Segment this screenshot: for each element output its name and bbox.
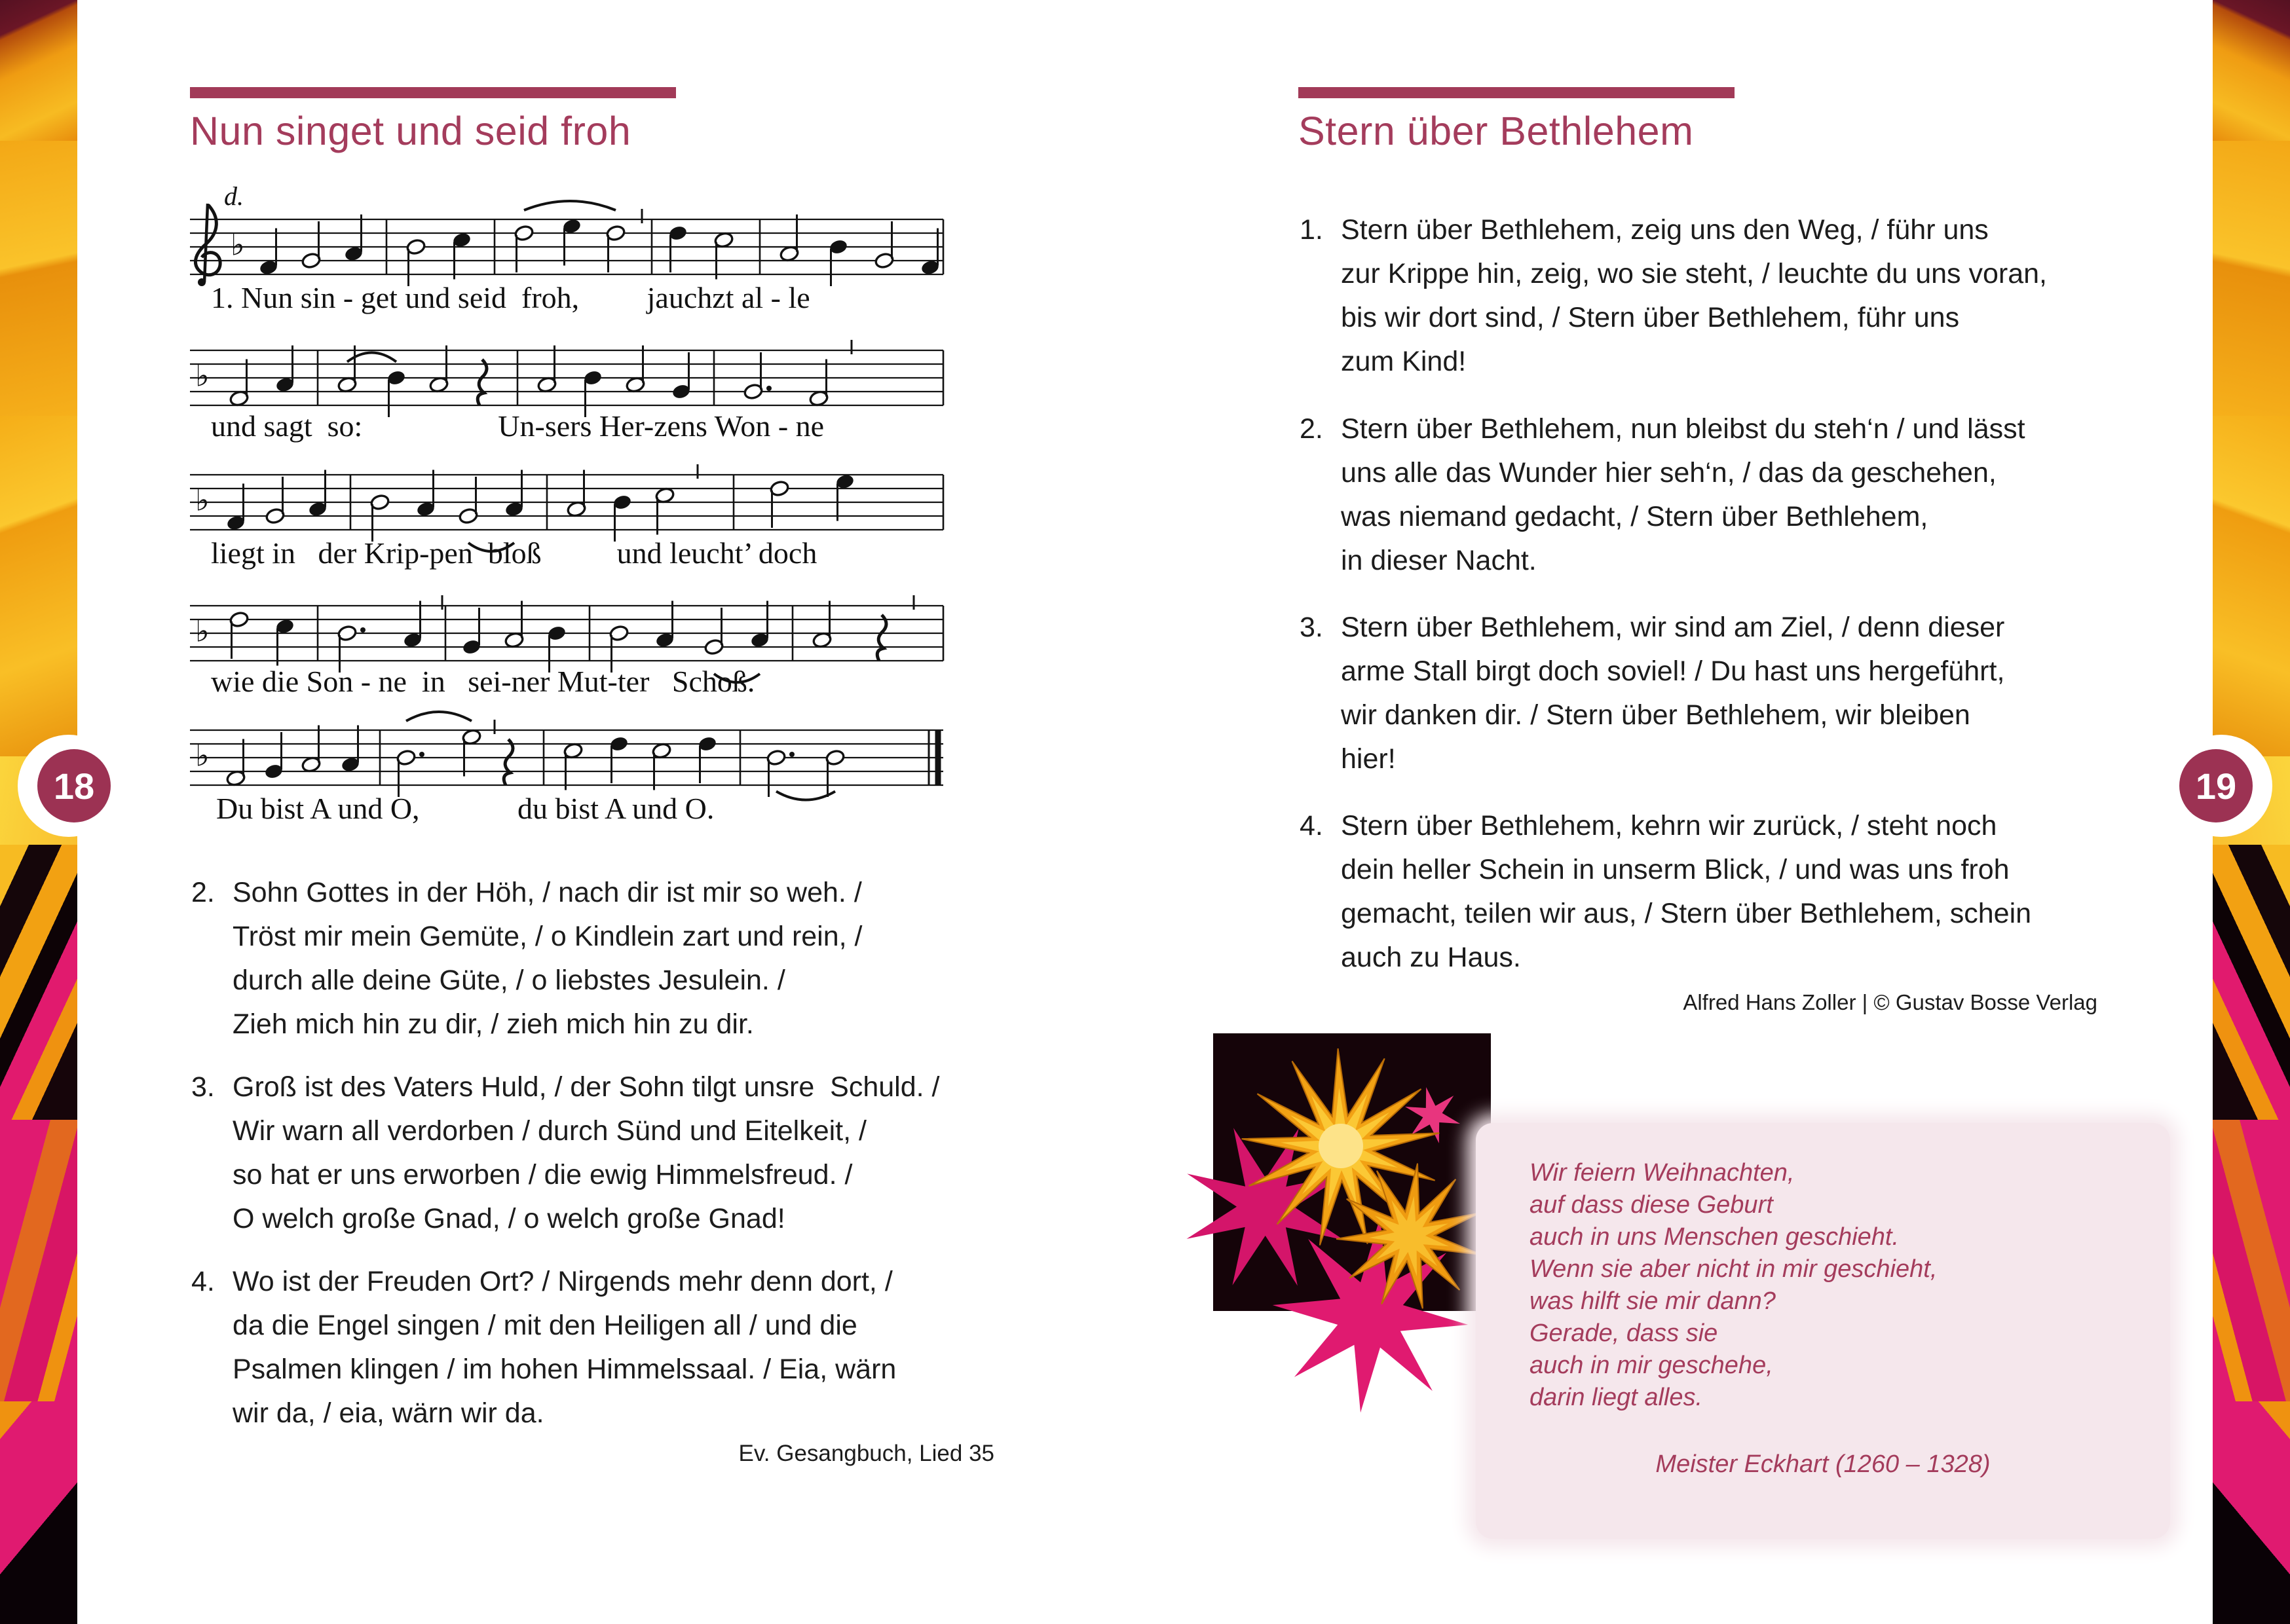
verse-number: 3. <box>1300 612 1323 643</box>
verse-line: Stern über Bethlehem, kehrn wir zurück, / steht noch <box>1341 810 1997 841</box>
verse-line: auch zu Haus. <box>1341 942 1521 973</box>
verse-left-4 <box>191 1260 896 1435</box>
verse-line: uns alle das Wunder hier seh‘n, / das da geschehen, <box>1341 457 1997 489</box>
verse-line: zur Krippe hin, zeig, wo sie steht, / leuchte du uns voran, <box>1341 258 2047 289</box>
title-rule-left <box>190 87 676 98</box>
song-source: Ev. Gesangbuch, Lied 35 <box>738 1441 994 1466</box>
verse-number: 2. <box>1300 413 1323 445</box>
music-lyric-line-2: und sagt so: Un-sers Her-zens Won - ne <box>211 409 825 443</box>
music-lyric-line-1: 1. Nun sin - get und seid froh, jauchzt al - le <box>211 281 810 314</box>
music-lyric-line-3: liegt in der Krip-pen bloß und leucht’ doch <box>211 536 817 570</box>
quote-box <box>1476 1123 2170 1539</box>
verse-line: wir danken dir. / Stern über Bethlehem, wir bleiben <box>1341 699 1970 731</box>
verse-left-2 <box>191 871 863 1046</box>
verse-number: 1. <box>1300 214 1323 246</box>
verse-right-3 <box>1300 606 2004 781</box>
verse-line: Tröst mir mein Gemüte, / o Kindlein zart und rein, / <box>233 921 863 952</box>
verse-line: Stern über Bethlehem, nun bleibst du steh‘n / und lässt <box>1341 413 2025 445</box>
svg-text:d.: d. <box>224 181 244 211</box>
verse-line: Stern über Bethlehem, wir sind am Ziel, / denn dieser <box>1341 612 2005 643</box>
quote-author: Meister Eckhart (1260 – 1328) <box>1655 1450 1991 1478</box>
verse-line: O welch große Gnad, / o welch große Gnad! <box>233 1203 785 1234</box>
verse-line: durch alle deine Güte, / o liebstes Jesulein. / <box>233 965 785 996</box>
verse-left-3 <box>191 1065 939 1241</box>
verse-number: 2. <box>191 877 215 908</box>
verse-line: bis wir dort sind, / Stern über Bethlehem, führ uns <box>1341 302 1960 333</box>
verse-line: Wo ist der Freuden Ort? / Nirgends mehr denn dort, / <box>233 1266 893 1297</box>
verse-line: Groß ist des Vaters Huld, / der Sohn tilgt unsre Schuld. / <box>233 1071 940 1103</box>
verse-line: Wir warn all verdorben / durch Sünd und Eitelkeit, / <box>233 1115 867 1147</box>
quote-line: auch in mir geschehe, <box>1530 1352 1773 1379</box>
verse-line: wir da, / eia, wärn wir da. <box>233 1397 544 1429</box>
quote-line: darin liegt alles. <box>1530 1384 1703 1411</box>
verse-line: in dieser Nacht. <box>1341 545 1537 576</box>
verse-line: gemacht, teilen wir aus, / Stern über Bethlehem, schein <box>1341 898 2032 929</box>
verse-right-4 <box>1300 804 2031 980</box>
verse-line: arme Stall birgt doch soviel! / Du hast uns hergeführt, <box>1341 655 2005 687</box>
star-lanterns-photo <box>1213 1033 1491 1311</box>
music-lyric-line-4: wie die Son - ne in sei-ner Mut-ter Schoß. <box>211 665 755 698</box>
quote-line: Wir feiern Weihnachten, <box>1530 1159 1795 1187</box>
verse-line: da die Engel singen / mit den Heiligen all / und die <box>233 1310 857 1341</box>
page-number-right: 19 <box>2179 749 2253 822</box>
verse-line: Sohn Gottes in der Höh, / nach dir ist mir so weh. / <box>233 877 862 908</box>
verse-line: zum Kind! <box>1341 346 1467 377</box>
quote-line: was hilft sie mir dann? <box>1530 1287 1776 1315</box>
svg-text:♭: ♭ <box>195 737 210 773</box>
verse-line: so hat er uns erworben / die ewig Himmelsfreud. / <box>233 1159 853 1190</box>
verse-number: 4. <box>1300 810 1323 841</box>
quote-line: Wenn sie aber nicht in mir geschieht, <box>1530 1255 1938 1283</box>
verse-line: hier! <box>1341 743 1396 775</box>
svg-text:♭: ♭ <box>195 613 210 649</box>
quote-line: auf dass diese Geburt <box>1530 1191 1773 1219</box>
verse-line: was niemand gedacht, / Stern über Bethlehem, <box>1341 501 1928 532</box>
page-title-right: Stern über Bethlehem <box>1298 109 1694 153</box>
title-rule-right <box>1298 87 1735 98</box>
quote-line: Gerade, dass sie <box>1530 1320 1718 1347</box>
verse-right-1 <box>1300 208 2047 384</box>
svg-text:♭: ♭ <box>231 227 245 263</box>
verse-line: Psalmen klingen / im hohen Himmelssaal. / Eia, wärn <box>233 1354 897 1385</box>
music-lyric-line-5: Du bist A und O, du bist A und O. <box>216 792 715 825</box>
verse-right-2 <box>1300 407 2025 583</box>
quote-text <box>1530 1157 1937 1414</box>
svg-text:♭: ♭ <box>195 358 210 394</box>
verse-line: Stern über Bethlehem, zeig uns den Weg, / führ uns <box>1341 214 1989 246</box>
song-attribution: Alfred Hans Zoller | © Gustav Bosse Verlag <box>1683 990 2097 1014</box>
verse-line: Zieh mich hin zu dir, / zieh mich hin zu dir. <box>233 1008 754 1040</box>
verse-number: 4. <box>191 1266 215 1297</box>
page-title-left: Nun singet und seid froh <box>190 109 631 153</box>
verse-number: 3. <box>191 1071 215 1103</box>
verse-line: dein heller Schein in unserm Blick, / und was uns froh <box>1341 854 2010 885</box>
quote-line: auch in uns Menschen geschieht. <box>1530 1223 1900 1251</box>
page-number-left: 18 <box>37 749 111 822</box>
svg-text:♭: ♭ <box>195 482 210 518</box>
